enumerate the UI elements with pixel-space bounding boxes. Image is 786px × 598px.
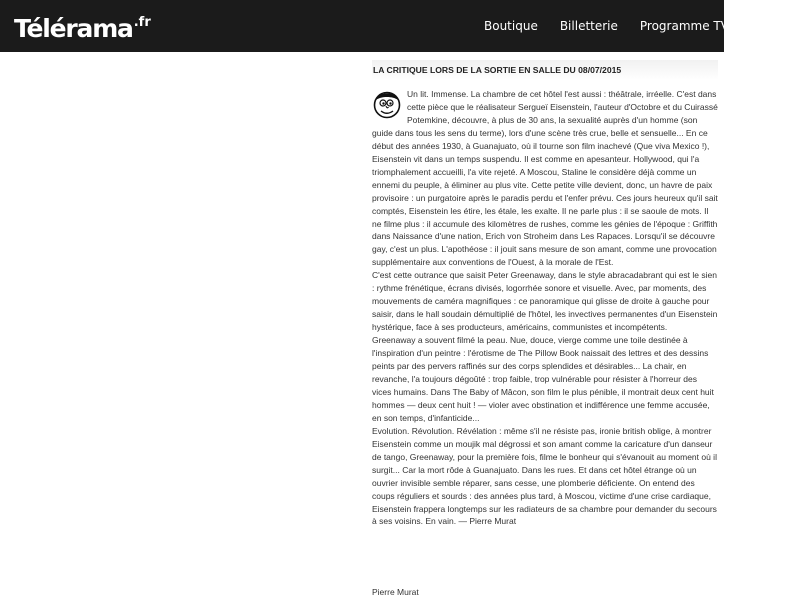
main-nav	[484, 0, 786, 52]
review-article	[372, 60, 718, 528]
review-body	[372, 88, 718, 528]
logo-tld: .fr	[133, 15, 151, 30]
telerama-logo[interactable]	[14, 9, 151, 41]
review-paragraph: Greenaway a souvent filmé la peau. Nue, douce, vierge comme une toile destinée à l'inspiration d'un peintre : l'érotisme de The Pillow Book naissait des lettres et des dessins peints par des pervers raffinés sur des corps splendides et désirables... La chair, en revanche, l'a toujours dégoûté : trop faible, trop vulnérable pour résister à l'horreur des vices humains. Dans The Baby of Mâcon, son film le plus pénible, il montrait deux cent huit hommes — deux cent huit ! — violer avec obstination et indifférence une femme accusée, en son temps, d'infanticide...	[372, 335, 714, 423]
review-author: Pierre Murat	[372, 587, 419, 597]
review-paragraph: Un lit. Immense. La chambre de cet hôtel l'est aussi : théâtrale, irréelle. C'est dans cette pièce que le réalisateur Sergueï Eisenstein, l'auteur d'Octobre et du Cuirassé Potemkine, découvre, à plus de 30 ans, la sexualité auprès d'un homme (son guide dans tous les sens du terme), lors d'une scène très crue, belle et sensuelle... En ce début des années 1930, à Guanajuato, où il tourne son film inachevé (Que viva Mexico !), Eisenstein vit dans un temps suspendu. Il est comme en apesanteur. Hollywood, qui l'a triomphalement accueilli, l'a vite rejeté. A Moscou, Staline le considère déjà comme un ennemi du peuple, à éliminer au plus vite. Cette petite ville devient, donc, un havre de paix provisoire : un purgatoire après le paradis perdu et l'enfer prévu. Ces jours heureux qu'il sait comptés, Eisenstein les étire, les étale, les exalte. Il ne parle plus : il se saoule de mots. Il ne filme plus : il accumule des kilomètres de rushes, comme les génies de l'époque : Griffith dans Naissance d'une nation, Erich von Stroheim dans Les Rapaces. Lorsqu'il se découvre gay, c'est un plus. L'apothéose : il jouit sans mesure de son amant, comme une provocation supplémentaire aux conventions de l'Ouest, à la morale de l'Est.	[372, 89, 718, 268]
review-paragraph: Evolution. Révolution. Révélation : même s'il ne résiste pas, ironie british oblige, à montrer Eisenstein comme un moujik mal dégrossi et son amant comme la caricature d'un danseur de tango, Greenaway, pour la première fois, filme le bonheur qui s'évanouit au moment où il surgit... Car la mort rôde à Guanajuato. Dans les rues. Et dans cet hôtel étrange où un ouvrier invisible semble réparer, sans cesse, une plomberie déficiente. On entend des coups réguliers et sourds : des années plus tard, à Moscou, victime d'une crise cardiaque, Eisenstein frappera longtemps sur les radiateurs de sa chambre pour demander du secours à ses voisins. En vain. — Pierre Murat	[372, 425, 717, 527]
ulysse-mascot-icon	[372, 89, 402, 119]
nav-item-programme-tv[interactable]: Programme TV	[639, 19, 729, 33]
logo-wordmark: Télérama	[14, 14, 133, 43]
nav-item-boutique[interactable]: Boutique	[484, 19, 538, 33]
review-heading: LA CRITIQUE LORS DE LA SORTIE EN SALLE DU 08/07/2015	[372, 60, 718, 80]
top-navigation-bar	[0, 0, 764, 52]
nav-item-truncated[interactable]: Té	[750, 19, 764, 33]
review-paragraph: C'est cette outrance que saisit Peter Greenaway, dans le style abracadabrant qui est le sien : rythme frénétique, écrans divisés, logorrhée sonore et visuelle. Avec, par moments, des mouvements de caméra magnifiques : ce panoramique qui glisse de droite à gauche pour saisir, dans le hall soudain démultiplié de l'hôtel, les invectives permanentes d'un Eisenstein hystérique, face à ses producteurs, américains, communistes et incompétents.	[372, 270, 718, 333]
nav-item-billetterie[interactable]: Billetterie	[559, 19, 618, 33]
